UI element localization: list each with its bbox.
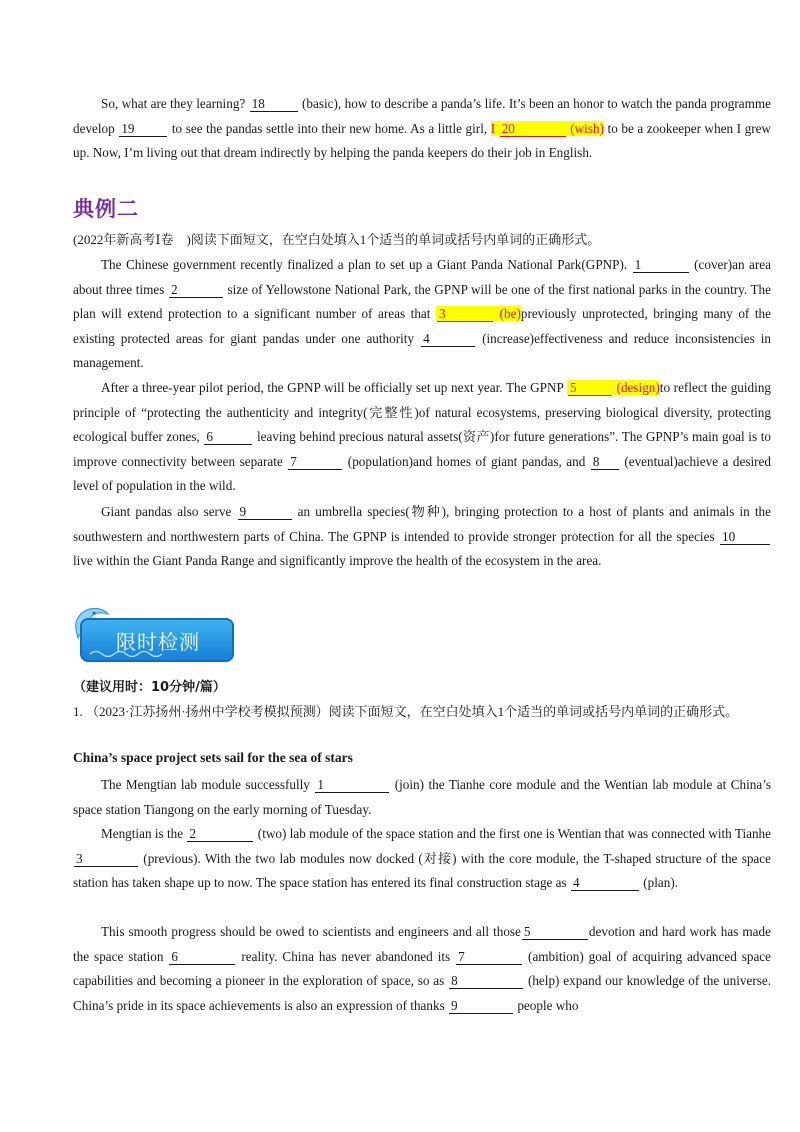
blank-q3[interactable]: 3 [74,851,138,867]
blank-3[interactable]: 3 [437,306,493,322]
blank-18[interactable]: 18 [250,96,298,112]
text: (eventual)achieve a desired level of population in the wild. [73,453,771,494]
blank-q4[interactable]: 4 [571,875,639,891]
example-paragraph-1 [73,253,771,376]
text: to see the pandas settle into their new home. As a little girl, [168,120,491,136]
blank-q1[interactable]: 1 [315,777,389,793]
text: So, what are they learning? [101,96,249,111]
banner-box [80,618,234,662]
blank-7[interactable]: 7 [288,454,342,470]
text: After a three-year pilot period, the GPNP will be officially set up next year. The GPNP [101,380,567,395]
suggested-time: （建议用时：10分钟/篇） [73,680,226,695]
blank-2[interactable]: 2 [169,282,223,298]
text: devotion and hard work has made the space station [73,924,771,964]
text: Mengtian is the [101,826,187,841]
example-paragraph-3 [73,500,771,574]
text: The Mengtian lab module successfully [101,777,315,792]
blank-1[interactable]: 1 [633,257,689,273]
text: (plan). [639,875,679,891]
section-title: 典例二 [73,197,139,221]
paragraph-top [73,92,771,166]
example-paragraph-2 [73,376,771,499]
blank-5[interactable]: 5 [568,380,612,396]
blank-q6[interactable]: 6 [169,949,235,965]
text: to reflect the guiding principle of “protecting the authenticity and integrity(完整性)of natural ecosystems, preserving biological diversity, protecting ecological buffer zones, [73,380,772,445]
text: live within the Giant Panda Range and significantly improve the health of the ecosystem in the area. [73,553,602,569]
text: to be a zookeeper when I grew up. Now, I’m living out that dream indirectly by helping the panda keepers do their job in English. [73,120,771,161]
text: (cover)an area about three times [73,257,772,297]
question-paragraph-1 [73,773,771,822]
blank-20[interactable]: 20 [500,121,566,137]
text: previously unprotected, bringing many of the existing protected areas for giant pandas under one authority [73,306,771,346]
blank-q9[interactable]: 9 [449,998,513,1014]
text: The Chinese government recently finalized a plan to set up a Giant Panda National Park(GPNP). [101,257,632,272]
hint-text: (design) [612,380,660,395]
blank-8[interactable]: 8 [591,454,619,470]
text: Giant pandas also serve [101,504,237,519]
banner-label: 限时检测 [116,630,200,654]
text: size of Yellowstone National Park, the GPNP will be one of the first national parks in the country. The plan will extend protection to a significant number of areas that [73,281,771,322]
blank-q2[interactable]: 2 [187,826,253,842]
blank-19[interactable]: 19 [119,121,167,137]
hint-text: (wish) [566,120,604,136]
text: (two) lab module of the space station and the first one is Wentian that was connected with Tianhe [254,826,771,841]
text: leaving behind precious natural assets(资产)for future generations”. The GPNP’s main goal is to improve connectivity between separate [73,429,771,469]
passage-title: China’s space project sets sail for the sea of stars [73,750,353,765]
question-paragraph-2 [73,822,771,896]
text: (population)and homes of giant pandas, and [343,453,590,469]
blank-q7[interactable]: 7 [456,949,522,965]
text: This smooth progress should be owed to scientists and engineers and all those [101,924,521,939]
source-line: (2022年新高考Ⅰ卷 )阅读下面短文，在空白处填入1个适当的单词或括号内单词的正确形式。 [73,232,601,247]
text: I [490,120,499,136]
blank-6[interactable]: 6 [204,429,252,445]
text: (help) expand our knowledge of the universe. China’s pride in its space achievements is also an expression of thanks [73,973,771,1013]
blank-q8[interactable]: 8 [449,973,523,989]
highlight-3 [436,306,521,321]
blank-9[interactable]: 9 [238,504,292,520]
highlight-5 [567,380,660,395]
wave-decoration [86,647,236,659]
blank-q5[interactable]: 5 [522,924,588,940]
text: (ambition) goal of acquiring advanced space capabilities and becoming a pioneer in the exploration of space, so as [73,948,772,989]
question-paragraph-3 [73,920,771,1018]
hint-text: (be) [494,306,521,322]
highlight-20 [491,121,604,136]
blank-4[interactable]: 4 [421,331,475,347]
timed-test-banner [72,604,240,668]
text: reality. China has never abandoned its [236,948,456,964]
text: people who [514,997,579,1013]
text: an umbrella species(物种), bringing protection to a host of plants and animals in the southwestern and northwestern parts of China. The GPNP is intended to provide stronger protection for all the species [73,504,771,544]
text: (basic), how to describe a panda’s life. It’s been an honor to watch the panda programme develop [73,96,771,136]
text: (increase)effectiveness and reduce inconsistencies in management. [73,330,771,371]
text: (previous). With the two lab modules now docked (对接) with the core module, the T-shaped structure of the space station has taken shape up to now. The space station has entered its final construction stage as [73,850,771,891]
blank-10[interactable]: 10 [720,529,770,545]
text: (join) the Tianhe core module and the Wentian lab module at China’s space station Tiangong on the early morning of Tuesday. [73,777,772,817]
question-1-source: 1. （2023·江苏扬州·扬州中学校考模拟预测）阅读下面短文，在空白处填入1个适当的单词或括号内单词的正确形式。 [73,704,739,719]
